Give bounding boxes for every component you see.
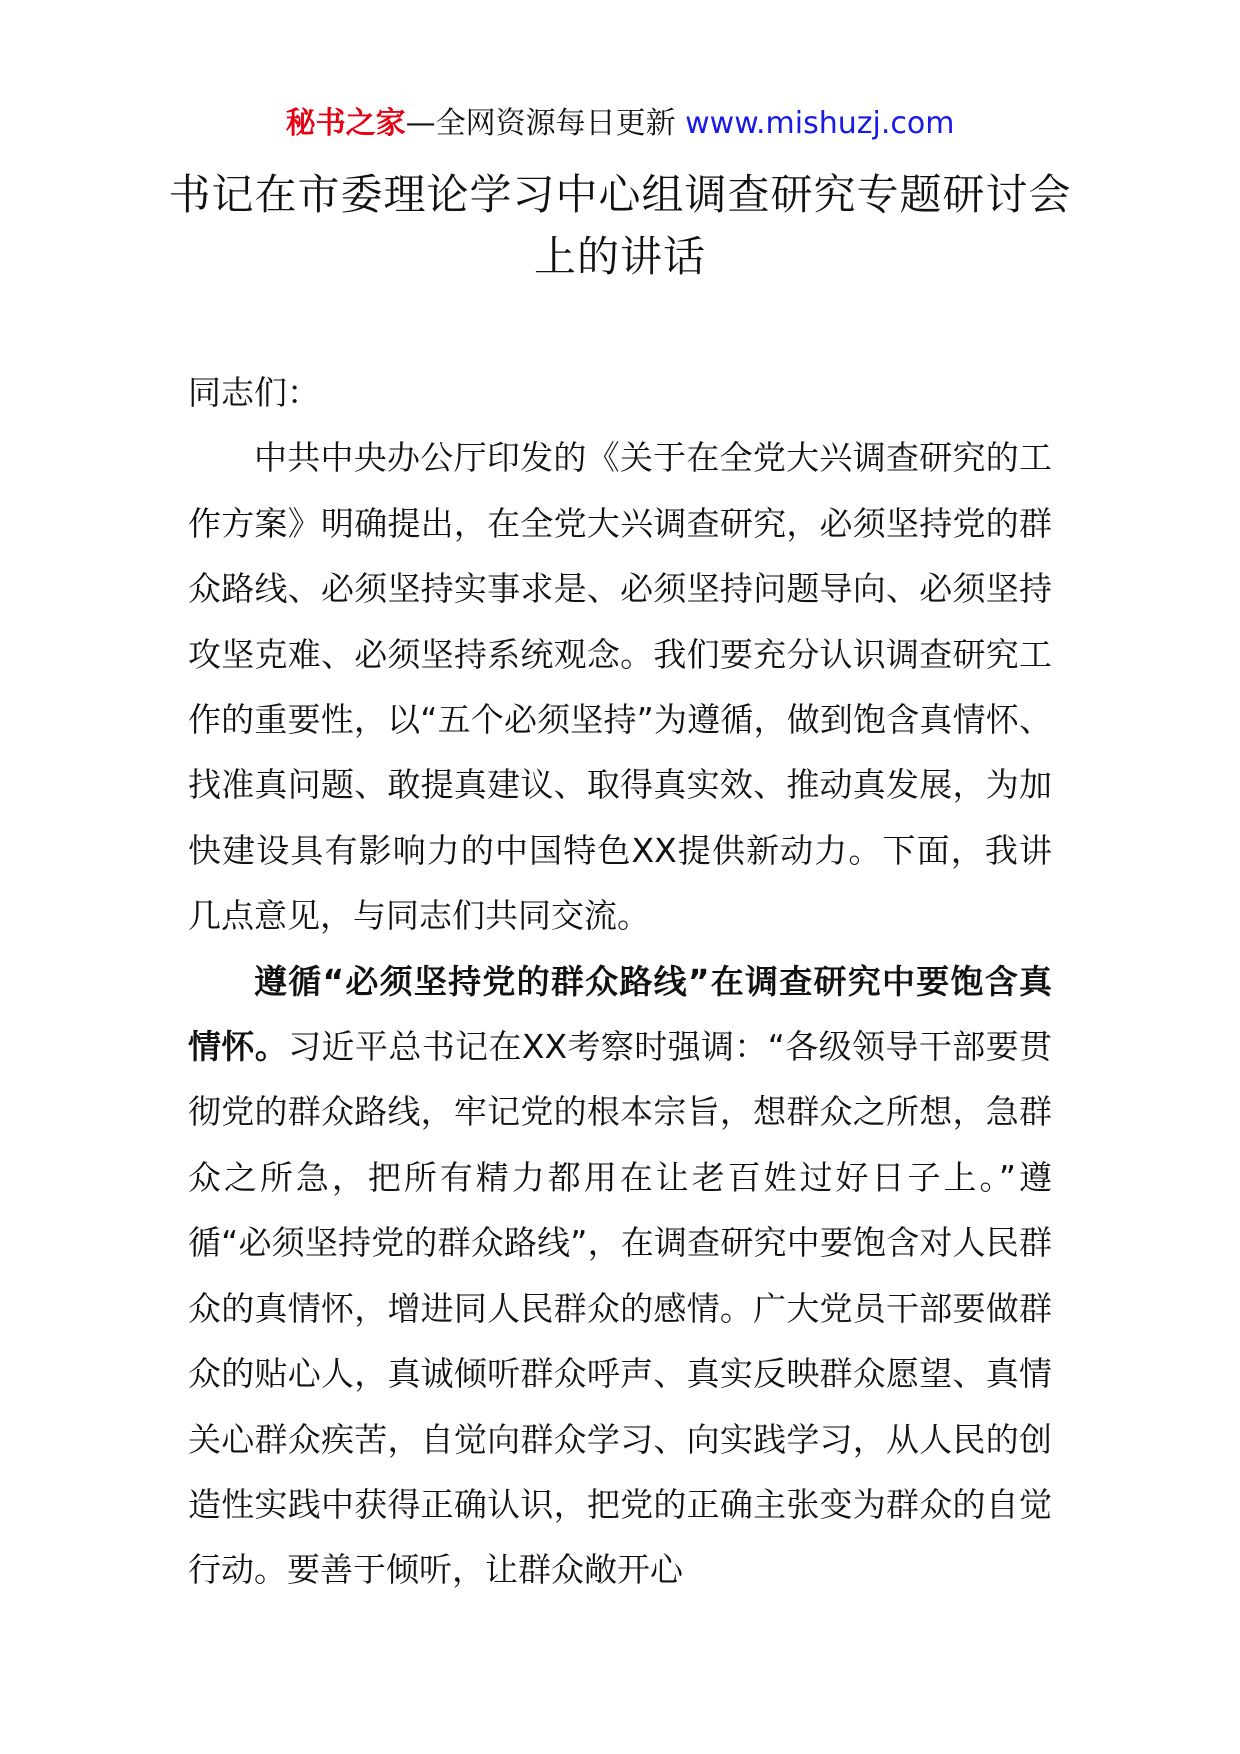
site-url-link[interactable]: www.mishuzj.com bbox=[685, 106, 955, 141]
section-body: 习近平总书记在XX考察时强调：“各级领导干部要贯彻党的群众路线，牢记党的根本宗旨，想群众之所想，急群众之所急，把所有精力都用在让老百姓过好日子上。”遵循“必须坚持党的群众路线”，在调查研究中要饱含对人民群众的真情怀，增进同人民群众的感情。广大党员干部要做群众的贴心人，真诚倾听群众呼声、真实反映群众愿望、真情关心群众疾苦，自觉向群众学习、向实践学习，从人民的创造性实践中获得正确认识，把党的正确主张变为群众的自觉行动。要善于倾听，让群众敞开心 bbox=[188, 1027, 1053, 1590]
site-brand: 秘书之家 bbox=[285, 106, 406, 141]
document-body bbox=[188, 360, 1052, 1603]
site-header bbox=[0, 104, 1240, 144]
paragraph-section-1 bbox=[188, 949, 1052, 1603]
paragraph-intro: 中共中央办公厅印发的《关于在全党大兴调查研究的工作方案》明确提出，在全党大兴调查研究，必须坚持党的群众路线、必须坚持实事求是、必须坚持问题导向、必须坚持攻坚克难、必须坚持系统观念。我们要充分认识调查研究工作的重要性，以“五个必须坚持”为遵循，做到饱含真情怀、找准真问题、敢提真建议、取得真实效、推动真发展，为加快建设具有影响力的中国特色XX提供新动力。下面，我讲几点意见，与同志们共同交流。 bbox=[188, 438, 1052, 936]
site-tagline: —全网资源每日更新 bbox=[405, 106, 686, 141]
document-title: 书记在市委理论学习中心组调查研究专题研讨会上的讲话 bbox=[168, 170, 1072, 281]
salutation: 同志们： bbox=[188, 373, 320, 412]
section-heading: 遵循“必须坚持党的群众路线”在调查研究中要饱含真情怀。 bbox=[188, 961, 1052, 1067]
